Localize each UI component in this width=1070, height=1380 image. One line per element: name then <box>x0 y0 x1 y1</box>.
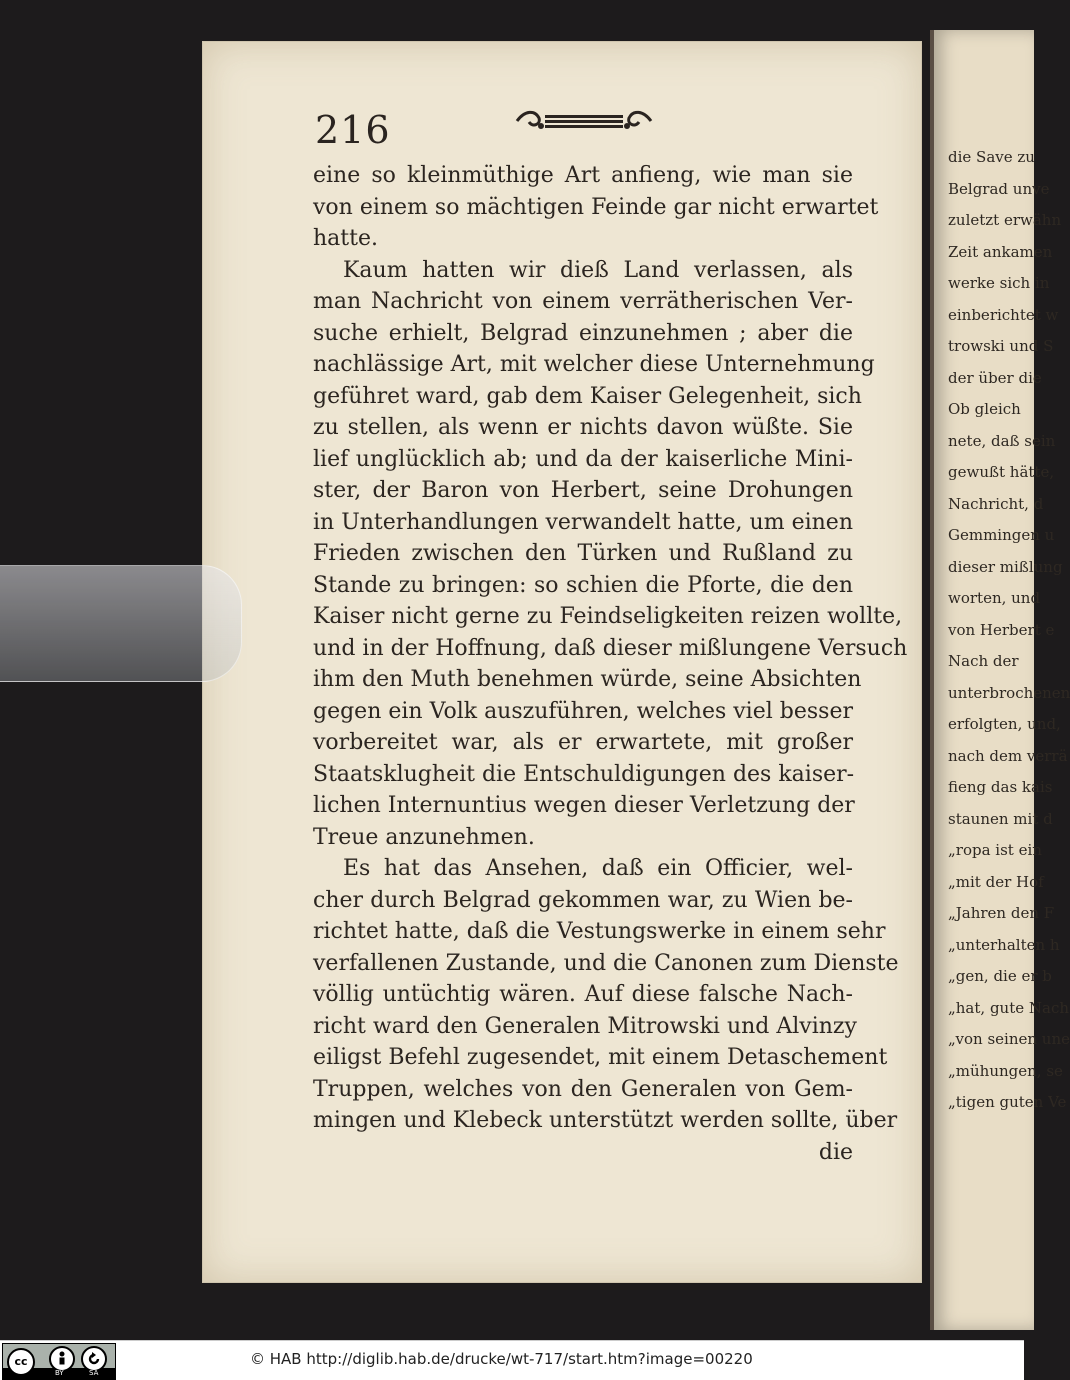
text-line: lichen Internuntius wegen dieser Verletzung der <box>313 793 855 818</box>
text-line: geführet ward, gab dem Kaiser Gelegenheit, sich <box>313 383 862 409</box>
cc-icon: cc <box>7 1348 35 1376</box>
sa-label: SA <box>89 1369 99 1377</box>
facing-text-line: worten, und <box>948 589 1041 607</box>
text-line: Kaum hatten wir dieß Land verlassen, als <box>343 257 853 283</box>
facing-text-line: staunen mit d <box>948 809 1053 828</box>
ornament-icon <box>511 106 657 136</box>
facing-text-line: „ropa ist ein <box>948 841 1042 859</box>
facing-text-line: „mühungen, se <box>948 1061 1063 1080</box>
facing-text-line: „gen, die er b <box>948 967 1052 985</box>
cc-license-badge[interactable] <box>2 1343 116 1380</box>
facing-text-line: Gemmingen u <box>948 526 1055 544</box>
text-line: lief unglücklich ab; und da der kaiserliche Mini- <box>313 446 853 472</box>
text-line: Stande zu bringen: so schien die Pforte, die den <box>313 572 853 598</box>
footer-bar <box>0 1340 1024 1380</box>
text-line: von einem so mächtigen Feinde gar nicht erwartet <box>313 194 879 220</box>
facing-text-line: nete, daß sein <box>948 431 1056 450</box>
facing-text-line: von Herbert e <box>948 620 1055 639</box>
facing-text-line: „mit der Hof <box>948 872 1044 891</box>
text-line: gegen ein Volk auszuführen, welches viel besser <box>313 698 853 724</box>
facing-text-line: Belgrad unve <box>948 179 1050 198</box>
page-text <box>313 160 908 1168</box>
text-line: eiligst Befehl zugesendet, mit einem Detaschement <box>313 1045 888 1070</box>
text-line: zu stellen, als wenn er nichts davon wüßte. Sie <box>313 415 853 440</box>
text-line: die <box>818 1139 853 1165</box>
text-line: nachlässige Art, mit welcher diese Unternehmung <box>313 352 875 377</box>
text-line: hatte. <box>313 226 378 251</box>
text-line: und in der Hoffnung, daß dieser mißlungene Versuch <box>313 635 908 661</box>
facing-text-line: werke sich in <box>948 274 1050 292</box>
text-line: Frieden zwischen den Türken und Rußland zu <box>313 541 853 566</box>
facing-text-line: erfolgten, und, <box>948 715 1061 733</box>
facing-page-text <box>948 142 1068 1119</box>
copyright-credit[interactable]: © HAB http://diglib.hab.de/drucke/wt-717/start.htm?image=00220 <box>250 1350 753 1368</box>
facing-text-line: Ob gleich <box>948 400 1021 418</box>
text-line: Treue anzunehmen. <box>313 824 535 850</box>
facing-text-line: Nachricht, d <box>948 494 1044 513</box>
text-line: richtet hatte, daß die Vestungswerke in einem sehr <box>313 919 886 944</box>
by-label: BY <box>55 1369 64 1377</box>
page-clip <box>0 565 242 682</box>
text-line: verfallenen Zustande, und die Canonen zum Dienste <box>313 950 899 976</box>
text-line: ster, der Baron von Herbert, seine Drohungen <box>313 478 853 503</box>
facing-text-line: „hat, gute Nach <box>948 998 1070 1017</box>
facing-text-line: unterbrochenen <box>948 683 1070 702</box>
text-line: mingen und Klebeck unterstützt werden sollte, über <box>313 1108 898 1133</box>
text-line: Truppen, welches von den Generalen von Gem- <box>313 1076 853 1102</box>
facing-text-line: „Jahren den F <box>948 904 1055 922</box>
page-number: 216 <box>315 108 391 152</box>
facing-text-line: „von seinen une <box>948 1030 1070 1048</box>
text-line: richt ward den Generalen Mitrowski und Alvinzy <box>313 1013 857 1039</box>
text-line: Staatsklugheit die Entschuldigungen des kaiser- <box>313 761 855 787</box>
text-line: eine so kleinmüthige Art anfieng, wie man sie <box>313 163 853 188</box>
facing-text-line: fieng das kais <box>948 778 1053 796</box>
facing-text-line: der über die <box>948 368 1042 387</box>
text-line: suche erhielt, Belgrad einzunehmen ; aber die <box>313 320 853 346</box>
facing-page <box>930 30 1070 1330</box>
text-line: ihm den Muth benehmen würde, seine Absichten <box>313 667 862 692</box>
facing-text-line: zuletzt erwähn <box>948 211 1062 229</box>
facing-text-line: einberichtet w <box>948 305 1059 324</box>
facing-text-line: dieser mißlung <box>948 557 1063 576</box>
facing-text-line: gewußt hätte, <box>948 463 1055 481</box>
text-line: völlig untüchtig wären. Auf diese falsche Nach- <box>313 982 853 1007</box>
book-page <box>203 42 921 1282</box>
facing-text-line: nach dem verrä <box>948 746 1068 765</box>
facing-text-line: Zeit ankamen <box>948 242 1053 261</box>
facing-text-line: „unterhalten h <box>948 935 1060 954</box>
facing-text-line: die Save zu <box>948 148 1035 166</box>
facing-text-line: trowski und S <box>948 337 1054 355</box>
text-line: vorbereitet war, als er erwartete, mit großer <box>313 730 853 755</box>
facing-text-line: Nach der <box>948 652 1019 670</box>
text-line: Es hat das Ansehen, daß ein Officier, wel- <box>343 856 853 881</box>
text-line: cher durch Belgrad gekommen war, zu Wien be- <box>313 887 853 913</box>
text-line: man Nachricht von einem verrätherischen Ver- <box>313 289 853 314</box>
text-line: in Unterhandlungen verwandelt hatte, um einen <box>313 509 853 535</box>
facing-text-line: „tigen guten Ve <box>948 1093 1067 1111</box>
text-line: Kaiser nicht gerne zu Feindseligkeiten reizen wollte, <box>313 604 903 629</box>
